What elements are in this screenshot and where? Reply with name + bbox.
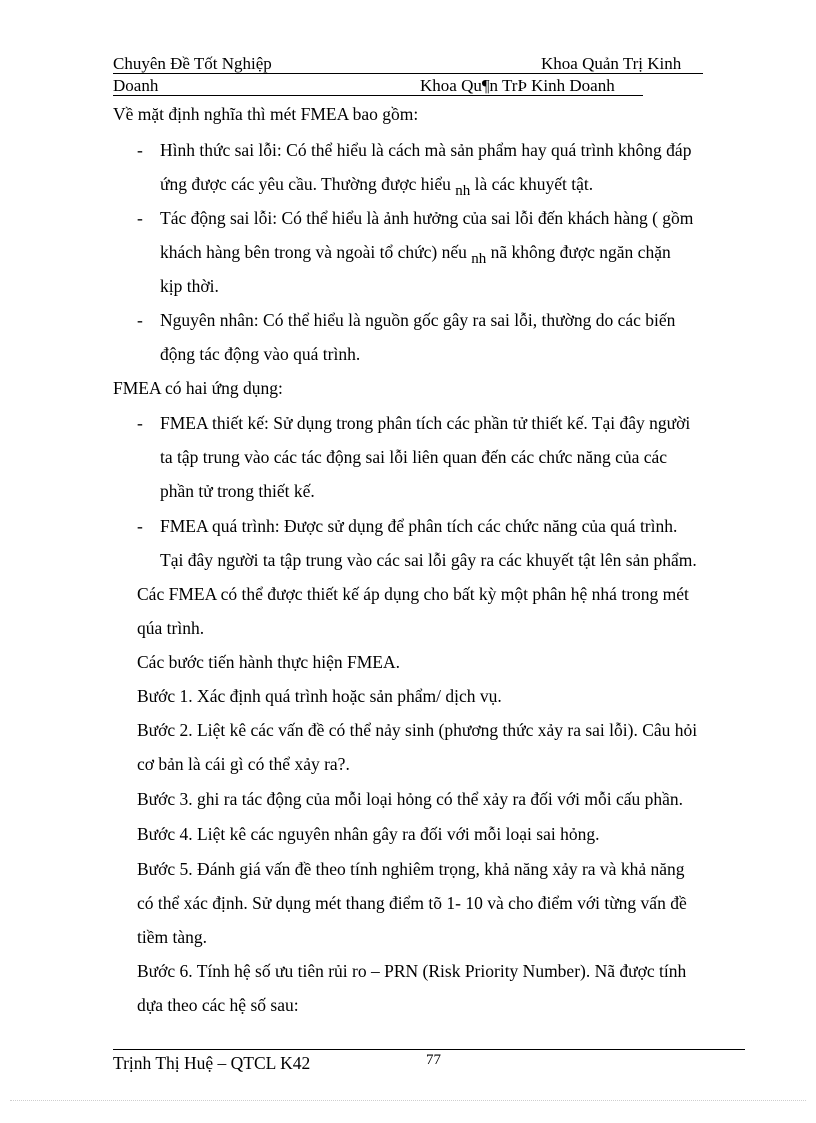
header-right-title: Khoa Quản Trị Kinh [541,54,682,73]
paragraph-line-1: Các FMEA có thể được thiết kế áp dụng cho bất kỳ một phân hệ nhá trong mét [137,584,689,604]
header-rule-2 [113,95,643,96]
step-1: Bước 1. Xác định quá trình hoặc sản phẩm/ dịch vụ. [137,686,502,706]
paragraph-line-2: qúa trình. [137,618,205,638]
bullet-marker: - [137,140,143,160]
app-2-line-1: FMEA quá trình: Được sử dụng để phân tích các chức năng của quá trình. [160,516,678,536]
step-5-line-1: Bước 5. Đánh giá vấn đề theo tính nghiêm trọng, khả năng xảy ra và khả năng [137,859,685,879]
app-1-line-3: phần tử trong thiết kế. [160,481,315,501]
footer-author: Trịnh Thị Huệ – QTCL K42 [113,1053,311,1073]
step-2-line-2: cơ bản là cái gì có thể xảy ra?. [137,754,350,774]
applications-intro: FMEA có hai ứng dụng: [113,378,283,398]
page-bottom-dotted-edge [10,1100,806,1101]
step-3: Bước 3. ghi ra tác động của mỗi loại hỏng có thể xảy ra đối với mỗi cấu phần. [137,789,684,809]
app-1-line-1: FMEA thiết kế: Sử dụng trong phân tích các phần tử thiết kế. Tại đây người [160,413,691,433]
step-6-line-1: Bước 6. Tính hệ số ưu tiên rủi ro – PRN (Risk Priority Number). Nã được tính [137,961,687,981]
step-5-line-3: tiềm tàng. [137,927,207,947]
step-4: Bước 4. Liệt kê các nguyên nhân gây ra đối với mỗi loại sai hỏng. [137,824,600,844]
app-2-line-2: Tại đây người ta tập trung vào các sai lỗi gây ra các khuyết tật lên sản phẩm. [160,550,697,570]
app-1-line-2: ta tập trung vào các tác động sai lỗi liên quan đến các chức năng của các [160,447,668,467]
bullet-marker: - [137,413,143,433]
intro-text: Về mặt định nghĩa thì mét FMEA bao gồm: [113,104,419,124]
step-6-line-2: dựa theo các hệ số sau: [137,995,299,1015]
header-left-continuation: Doanh [113,76,159,95]
def-2-line-1: Tác động sai lỗi: Có thể hiểu là ảnh hưởng của sai lỗi đến khách hàng ( gồm [160,208,694,228]
def-2-line-3: kịp thời. [160,276,219,296]
def-1-line-2: ứng được các yêu cầu. Thường được hiểu nh là các khuyết tật. [160,174,594,199]
def-1-line-1: Hình thức sai lỗi: Có thể hiểu là cách mà sản phẩm hay quá trình không đáp [160,140,692,160]
header-left-title: Chuyên Đề Tốt Nghiệp [113,54,272,73]
steps-intro: Các bước tiến hành thực hiện FMEA. [137,652,400,672]
header-right-garbled: Khoa Qu¶n TrÞ Kinh Doanh [420,76,615,95]
step-2-line-1: Bước 2. Liệt kê các vấn đề có thể nảy sinh (phương thức xảy ra sai lỗi). Câu hỏi [137,720,698,740]
footer-rule [113,1049,745,1050]
header-rule-1 [113,73,703,74]
bullet-marker: - [137,516,143,536]
bullet-marker: - [137,310,143,330]
step-5-line-2: có thể xác định. Sử dụng mét thang điểm tõ 1- 10 và cho điểm với từng vấn đề [137,893,687,913]
page-number: 77 [426,1052,441,1068]
bullet-marker: - [137,208,143,228]
def-2-line-2: khách hàng bên trong và ngoài tổ chức) nếu nh nã không được ngăn chặn [160,242,671,267]
def-3-line-1: Nguyên nhân: Có thể hiểu là nguồn gốc gây ra sai lỗi, thường do các biến [160,310,676,330]
def-3-line-2: động tác động vào quá trình. [160,344,361,364]
